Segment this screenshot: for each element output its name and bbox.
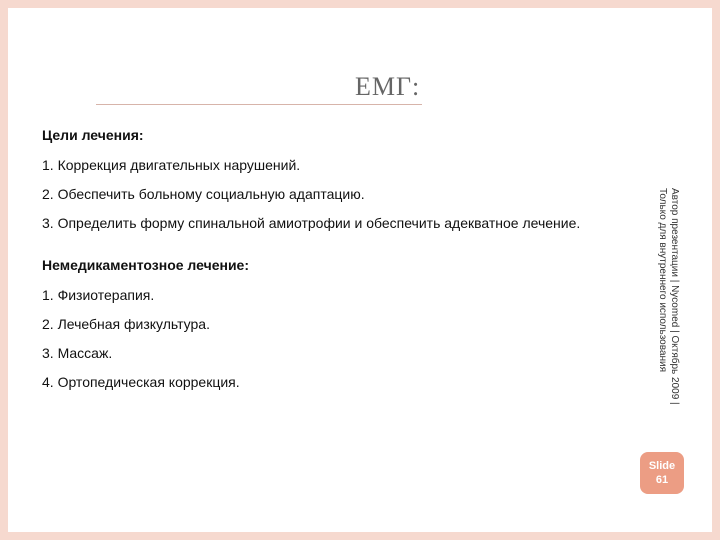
frame-left-border	[0, 0, 8, 540]
section-heading-goals: Цели лечения:	[42, 127, 144, 143]
list-item: 3. Массаж.	[42, 345, 113, 361]
frame-right-border	[712, 0, 720, 540]
slide-title: ЕМГ:	[355, 72, 421, 101]
title-underline	[96, 104, 422, 105]
slide-number-badge	[640, 452, 684, 494]
side-disclaimer: Автор презентации | Nycomed | Октябрь 2009 | Только для внутреннего использования	[657, 188, 680, 405]
list-item: 1. Коррекция двигательных нарушений.	[42, 157, 301, 173]
section-heading-nondrug: Немедикаментозное лечение:	[42, 257, 249, 273]
list-item: 1. Физиотерапия.	[42, 287, 155, 303]
list-item: 2. Обеспечить больному социальную адаптацию.	[42, 186, 365, 202]
frame-top-border	[0, 0, 720, 8]
slide-content	[42, 126, 622, 391]
list-item: 3. Определить форму спинальной амиотрофии и обеспечить адекватное лечение.	[42, 215, 581, 231]
list-item: 4. Ортопедическая коррекция.	[42, 374, 240, 390]
list-item: 2. Лечебная физкультура.	[42, 316, 210, 332]
frame-bottom-border	[0, 532, 720, 540]
slide-badge-number: 61	[655, 474, 669, 486]
slide-badge-label: Slide	[648, 460, 676, 472]
